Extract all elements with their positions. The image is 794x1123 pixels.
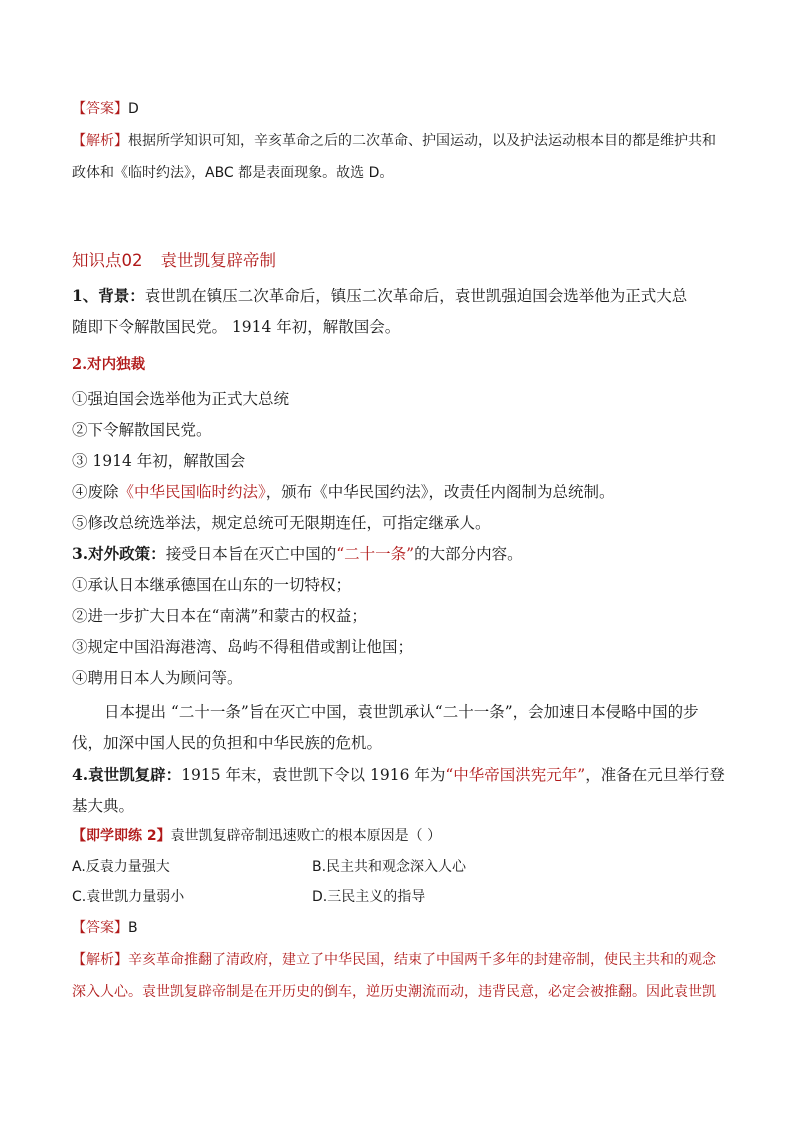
background-line-2 bbox=[72, 315, 728, 339]
foreign-item-3: ③规定中国沿海港湾、岛屿不得租借或割让他国； bbox=[72, 638, 414, 656]
answer-label: 【答案】 bbox=[72, 920, 128, 936]
answer-value: D bbox=[128, 101, 139, 117]
foreign-item-4: ④聘用日本人为顾问等。 bbox=[72, 669, 243, 687]
analysis-label: 【解析】 bbox=[72, 952, 128, 968]
option-c: C.袁世凯力量弱小 bbox=[72, 889, 185, 905]
option-b: B.民主共和观念深入人心 bbox=[312, 859, 467, 875]
twenty-one-demands-highlight: “二十一条” bbox=[336, 545, 415, 563]
restoration-label: 4.袁世凯复辟： bbox=[72, 765, 182, 784]
constitution-highlight: 《中华民国临时约法》 bbox=[118, 483, 266, 501]
restoration-line-1 bbox=[72, 763, 728, 787]
practice-question: 袁世凯复辟帝制迅速败亡的根本原因是（ ） bbox=[170, 828, 442, 844]
foreign-label: 3.对外政策： bbox=[72, 544, 166, 563]
section-number: 知识点02 bbox=[72, 251, 143, 270]
domestic-item-5: ⑤修改总统选举法，规定总统可无限期连任，可指定继承人。 bbox=[72, 514, 491, 532]
q1-analysis-line-2 bbox=[72, 163, 728, 183]
analysis-text: 辛亥革命推翻了清政府，建立了中华民国，结束了中国两千多年的封建帝制，使民主共和的观念 bbox=[128, 952, 716, 968]
section-heading bbox=[72, 247, 728, 271]
q2-prompt bbox=[72, 826, 728, 846]
domestic-item-4 bbox=[72, 480, 728, 504]
section-title: 袁世凯复辟帝制 bbox=[160, 251, 276, 270]
foreign-item-1: ①承认日本继承德国在山东的一切特权； bbox=[72, 576, 352, 594]
restoration-text-post: ，准备在元旦举行登 bbox=[585, 766, 725, 784]
foreign-item-2: ②进一步扩大日本在“南满”和蒙古的权益； bbox=[72, 607, 367, 625]
answer-value: B bbox=[128, 920, 138, 936]
q2-analysis-line-2: 深入人心。袁世凯复辟帝制是在开历史的倒车，逆历史潮流而动，违背民意，必定会被推翻。因此袁世凯 bbox=[72, 984, 716, 1000]
q2-options-row-2 bbox=[72, 887, 728, 907]
q2-answer bbox=[72, 918, 728, 938]
domestic-item-2: ②下令解散国民党。 bbox=[72, 421, 212, 439]
restoration-text-pre: 1915 年末，袁世凯下令以 1916 年为 bbox=[181, 766, 446, 784]
domestic-item-4-post: ，颁布《中华民国约法》，改责任内阁制为总统制。 bbox=[265, 483, 615, 501]
option-a: A.反袁力量强大 bbox=[72, 859, 170, 875]
q2-options-row-1 bbox=[72, 857, 728, 877]
foreign-line bbox=[72, 542, 728, 566]
background-line-1 bbox=[72, 284, 728, 308]
foreign-paragraph-line-1: 日本提出 “二十一条”旨在灭亡中国，袁世凯承认“二十一条”，会加速日本侵略中国的步 bbox=[104, 703, 699, 721]
domestic-item-3: ③ 1914 年初，解散国会 bbox=[72, 452, 246, 470]
background-label: 1、背景： bbox=[72, 286, 145, 305]
practice-label: 【即学即练 2】 bbox=[72, 828, 171, 844]
analysis-text: 根据所学知识可知，辛亥革命之后的二次革命、护国运动，以及护法运动根本目的都是维护共和 bbox=[128, 133, 716, 149]
q1-analysis-line-1 bbox=[72, 131, 728, 151]
background-text: 袁世凯在镇压二次革命后，镇压二次革命后，袁世凯强迫国会选举他为正式大总 bbox=[144, 287, 688, 305]
domestic-item-1: ①强迫国会选举他为正式大总统 bbox=[72, 390, 290, 408]
q1-answer bbox=[72, 99, 728, 119]
foreign-paragraph-line-2: 伐，加深中国人民的负担和中华民族的危机。 bbox=[72, 734, 383, 752]
hongxian-highlight: “中华帝国洪宪元年” bbox=[445, 766, 586, 784]
analysis-text: 政体和《临时约法》，ABC 都是表面现象。故选 D。 bbox=[72, 165, 394, 181]
domestic-item-4-pre: ④废除 bbox=[72, 483, 119, 501]
q2-analysis-line-1 bbox=[72, 950, 728, 970]
option-d: D.三民主义的指导 bbox=[312, 889, 426, 905]
foreign-text-pre: 接受日本旨在灭亡中国的 bbox=[165, 545, 337, 563]
analysis-label: 【解析】 bbox=[72, 133, 128, 149]
answer-label: 【答案】 bbox=[72, 101, 128, 117]
background-text: 随即下令解散国民党。 1914 年初，解散国会。 bbox=[72, 318, 401, 336]
restoration-line-2: 基大典。 bbox=[72, 797, 135, 815]
foreign-text-post: 的大部分内容。 bbox=[414, 545, 523, 563]
domestic-heading: 2.对内独裁 bbox=[72, 356, 146, 373]
